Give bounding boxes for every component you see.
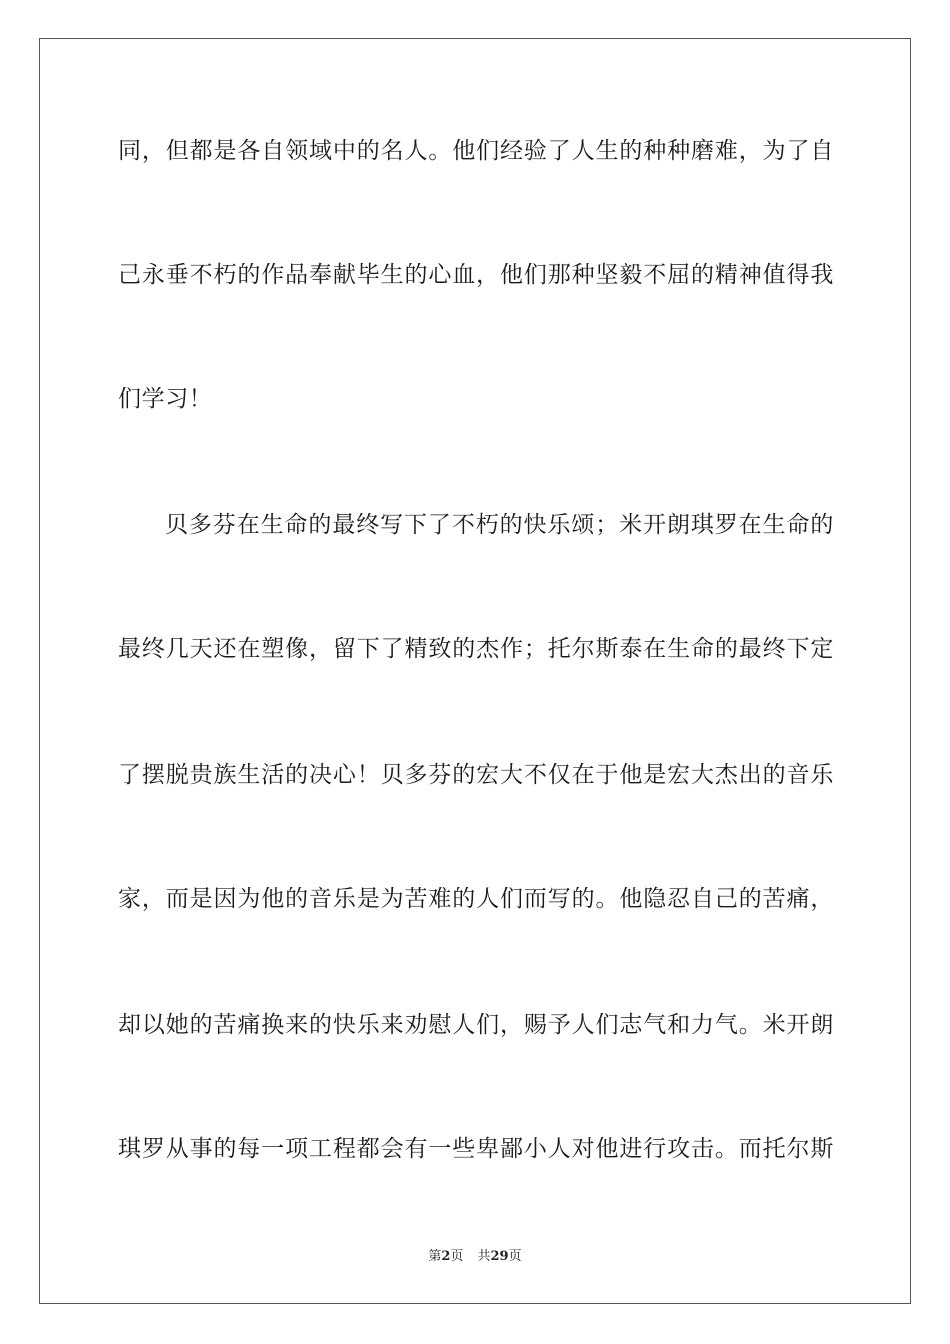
paragraph-line: 了摆脱贵族生活的决心！贝多芬的宏大不仅在于他是宏大杰出的音乐: [118, 762, 834, 788]
paragraph-line: 最终几天还在塑像，留下了精致的杰作；托尔斯泰在生命的最终下定: [118, 636, 834, 662]
page-footer: [0, 1248, 950, 1266]
page-border: [39, 38, 911, 1304]
page-prefix: 第: [428, 1249, 442, 1264]
total-suffix: 页: [508, 1249, 522, 1264]
total-prefix: 共: [477, 1249, 491, 1264]
total-page-count: 29: [490, 1249, 509, 1264]
paragraph-line: 琪罗从事的每一项工程都会有一些卑鄙小人对他进行攻击。而托尔斯: [118, 1136, 834, 1162]
paragraph-line: 同，但都是各自领域中的名人。他们经验了人生的种种磨难，为了自: [118, 138, 834, 164]
page-suffix: 页: [450, 1249, 464, 1264]
paragraph-line: 却以她的苦痛换来的快乐来劝慰人们，赐予人们志气和力气。米开朗: [118, 1012, 834, 1038]
paragraph-line: 们学习！: [118, 386, 213, 412]
paragraph-line: 己永垂不朽的作品奉献毕生的心血，他们那种坚毅不屈的精神值得我: [118, 262, 834, 288]
current-page-number: 2: [441, 1249, 451, 1264]
paragraph-line: 贝多芬在生命的最终写下了不朽的快乐颂；米开朗琪罗在生命的: [165, 512, 834, 538]
paragraph-line: 家，而是因为他的音乐是为苦难的人们而写的。他隐忍自己的苦痛，: [118, 886, 834, 912]
